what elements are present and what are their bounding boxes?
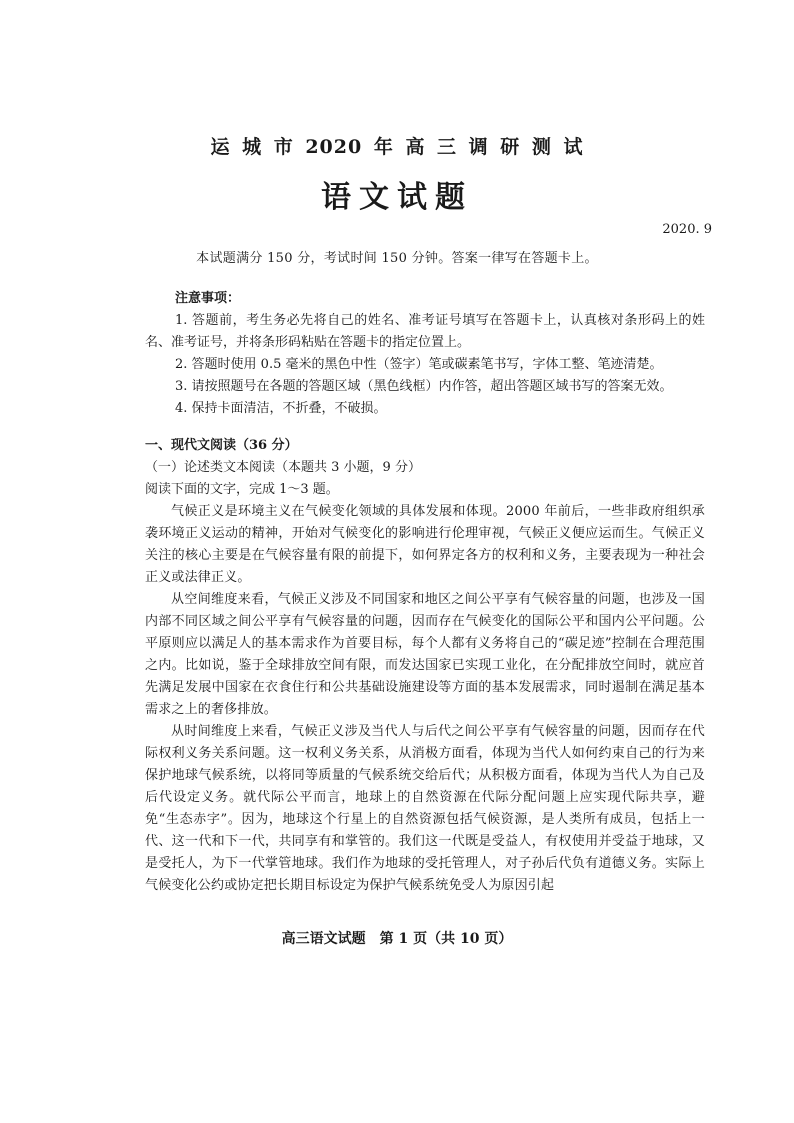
section-subheading: （一）论述类文本阅读（本题共 3 小题，9 分） xyxy=(145,460,421,475)
notice-item-1: 1. 答题前，考生务必先将自己的姓名、准考证号填写在答题卡上，认真核对条形码上的姓名、准考证号，并将条形码粘贴在答题卡的指定位置上。 xyxy=(145,313,705,350)
notice-item-4: 4. 保持卡面清洁，不折叠，不破损。 xyxy=(175,401,387,416)
exam-date: 2020. 9 xyxy=(662,222,712,237)
passage-paragraph-2: 从空间维度来看，气候正义涉及不同国家和地区之间公平享有气候容量的问题，也涉及一国内部不同区域之间公平享有气候容量的问题，因而存在气候变化的国际公平和国内公平问题。公平原则应以满足人的基本需求作为首要目标，每个人都有义务将自己的“碳足迹”控制在合理范围之内。比如说，鉴于全球排放空间有限，而发达国家已实现工业化，在分配排放空间时，就应首先满足发展中国家在衣食住行和公共基础设施建设等方面的基本发展需求，同时遏制在满足基本需求之上的奢侈排放。 xyxy=(145,592,705,717)
subject-title: 语文试题 xyxy=(321,180,473,215)
page-footer: 高三语文试题 第 1 页（共 10 页） xyxy=(281,931,513,947)
section-heading: 一、现代文阅读（36 分） xyxy=(145,438,298,453)
notice-heading: 注意事项： xyxy=(175,291,241,306)
exam-intro: 本试题满分 150 分，考试时间 150 分钟。答案一律写在答题卡上。 xyxy=(196,251,598,266)
notice-item-2: 2. 答题时使用 0.5 毫米的黑色中性（签字）笔或碳素笔书写，字体工整、笔迹清楚。 xyxy=(175,357,663,372)
exam-title: 运 城 市 2020 年 高 三 调 研 测 试 xyxy=(210,136,584,158)
section-instruction: 阅读下面的文字，完成 1～3 题。 xyxy=(145,482,339,497)
passage-paragraph-3: 从时间维度上来看，气候正义涉及当代人与后代之间公平享有气候容量的问题，因而存在代际权利义务关系问题。这一权利义务关系，从消极方面看，体现为当代人如何约束自己的行为来保护地球气候系统，以将同等质量的气候系统交给后代；从积极方面看，体现为当代人为自己及后代设定义务。就代际公平而言，地球上的自然资源在代际分配问题上应实现代际共享，避免“生态赤字”。因为，地球这个行星上的自然资源包括气候资源，是人类所有成员，包括上一代、这一代和下一代，共同享有和掌管的。我们这一代既是受益人，有权使用并受益于地球，又是受托人，为下一代掌管地球。我们作为地球的受托管理人，对子孙后代负有道德义务。实际上气候变化公约或协定把长期目标设定为保护气候系统免受人为原因引起 xyxy=(145,724,705,893)
reading-section xyxy=(145,435,705,897)
notice-item-3: 3. 请按照题号在各题的答题区域（黑色线框）内作答，超出答题区域书写的答案无效。 xyxy=(175,379,673,394)
passage-paragraph-1: 气候正义是环境主义在气候变化领域的具体发展和体现。2000 年前后，一些非政府组织承袭环境正义运动的精神，开始对气候变化的影响进行伦理审视，气候正义便应运而生。气候正义关注的核心主要是在气候容量有限的前提下，如何界定各方的权利和义务，主要表现为一种社会正义或法律正义。 xyxy=(145,504,705,585)
notice-block xyxy=(145,288,705,420)
